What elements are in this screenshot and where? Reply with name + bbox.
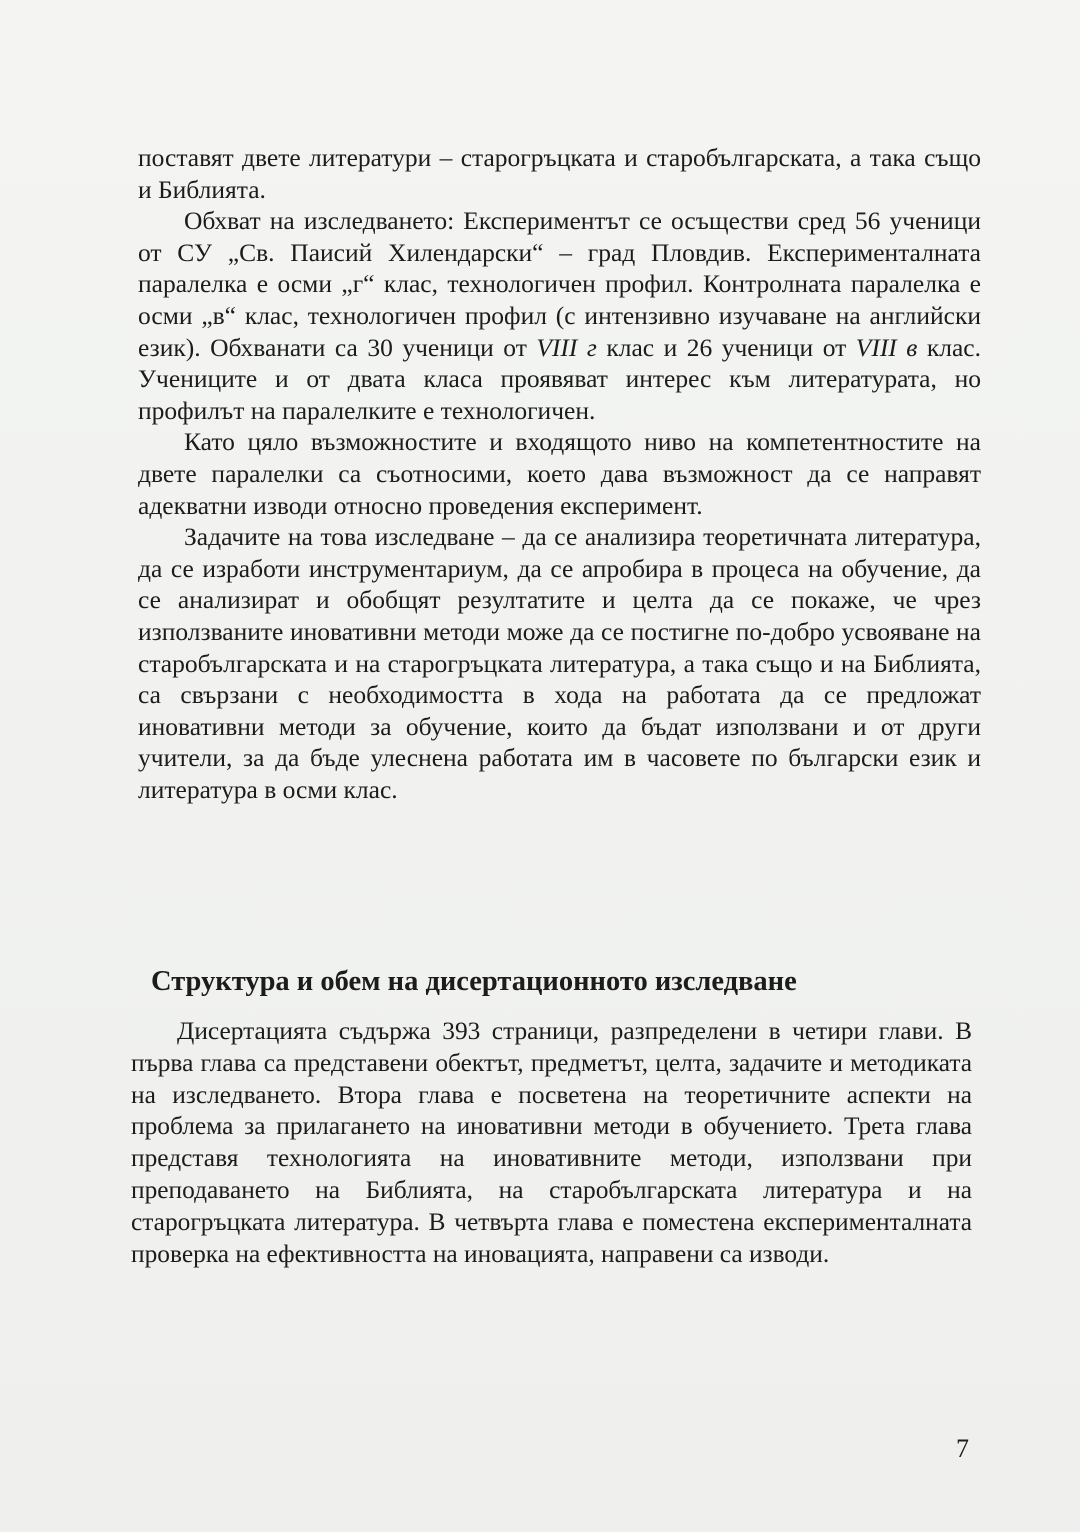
section-objectives-text xyxy=(138,142,981,805)
class-label-g: VIII г xyxy=(536,332,597,362)
section-structure-text xyxy=(131,1016,972,1270)
paragraph-scope xyxy=(138,205,981,426)
section-heading: Структура и обем на дисертационното изследване xyxy=(151,966,797,997)
paragraph-continuation: поставят двете литератури – старогръцката и старобългарската, а така също и Библията. xyxy=(138,143,981,204)
paragraph-tasks: Задачите на това изследване – да се анализира теоретичната литература, да се изработи инструментариум, да се апробира в процеса на обучение, да се анализират и обобщят резултатите и целта да се покаже, че чрез използваните иновативни методи може да се постигне по-добро усвояване на старобългарската и на старогръцката литература, а така също и на Библията, са свързани с необходимостта в хода на работата да се предложат иновативни методи за обучение, които да бъдат използвани и от други учители, за да бъде улеснена работата им в часовете по български език и литература в осми клас. xyxy=(138,522,981,804)
paragraph-structure: Дисертацията съдържа 393 страници, разпределени в четири глави. В първа глава са представени обектът, предметът, целта, задачите и методиката на изследването. Втора глава е посветена на теоретичните аспекти на проблема за прилагането на иновативни методи в обучението. Трета глава представя технологията на иновативните методи, използвани при преподаването на Библията, на старобългарската литература и на старогръцката литература. В четвърта глава е поместена експерименталната проверка на ефективността на иновацията, направени са изводи. xyxy=(131,1017,972,1268)
page-number: 7 xyxy=(956,1434,969,1463)
class-label-v: VIII в xyxy=(855,332,918,362)
scope-text-b: клас и 26 ученици от xyxy=(596,332,856,362)
scope-text-a: Обхват на изследването: Експериментът се осъществи сред 56 ученици от СУ „Св. Паисий Хилендарски“ – град Пловдив. Експерименталната паралелка е осми „г“ клас, технологичен профил. Контролната паралелка е осми „в“ клас, технологичен профил (с интензивно изучаване на английски език). Обхванати са 30 ученици от xyxy=(138,206,981,362)
scope-text-c: клас. Учениците и от двата класа проявяват интерес към литературата, но профилът на паралелките е технологичен. xyxy=(138,332,981,425)
paragraph-competences: Като цяло възможностите и входящото ниво на компетентностите на двете паралелки са съотносими, което дава възможност да се направят адекватни изводи относно проведения експеримент. xyxy=(138,427,981,520)
